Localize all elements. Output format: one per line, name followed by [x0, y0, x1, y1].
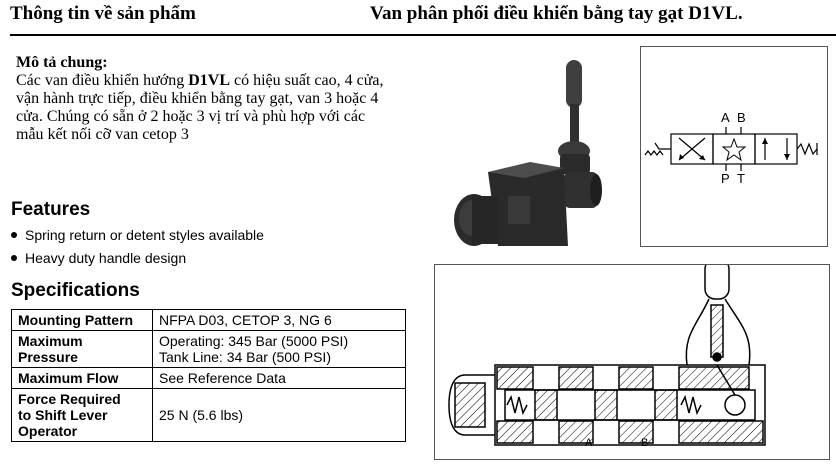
spec-key: Maximum Flow — [12, 368, 153, 389]
port-a-label: A — [721, 110, 730, 125]
spec-key: Mounting Pattern — [12, 310, 153, 331]
table-row — [12, 368, 406, 389]
port-p-label: P — [721, 171, 730, 186]
spec-value: NFPA D03, CETOP 3, NG 6 — [153, 310, 406, 331]
hydraulic-symbol-box — [640, 46, 828, 247]
description-title: Mô tả chung: — [16, 54, 108, 71]
specifications-table — [11, 309, 406, 442]
spec-value: See Reference Data — [153, 368, 406, 389]
table-row — [12, 389, 406, 442]
cross-section-box — [434, 264, 830, 460]
features-heading: Features — [11, 199, 91, 220]
description-model: D1VL — [188, 72, 230, 89]
specifications-heading: Specifications — [11, 280, 140, 301]
feature-item — [11, 223, 264, 246]
description-text-post: có hiệu suất cao, 4 cửa, vận hành trực tiếp, điều khiển bằng tay gạt, van 3 hoặc 4 cửa. Chúng có sẵn ở 2 hoặc 3 vị trí và phù hợp với các mẫu kết nối cỡ van cetop 3 — [16, 72, 384, 143]
valve-photo-illustration — [436, 46, 634, 248]
port-t-label: T — [737, 171, 745, 186]
spec-key: Maximum Pressure — [12, 331, 153, 368]
header-right-title: Van phân phối điều khiển bằng tay gạt D1VL. — [370, 3, 743, 24]
port-b-label: B — [737, 110, 746, 125]
table-row — [12, 331, 406, 368]
header-left-title: Thông tin về sản phẩm — [10, 3, 196, 24]
cross-section-drawing — [435, 265, 828, 458]
section-port-a-label: A — [585, 437, 593, 449]
feature-item — [11, 246, 264, 269]
table-row — [12, 310, 406, 331]
spec-key: Force Required to Shift Lever Operator — [12, 389, 153, 442]
hydraulic-symbol — [641, 47, 826, 245]
feature-text: Heavy duty handle design — [25, 249, 187, 266]
section-port-b-label: B — [641, 437, 649, 449]
description-text-pre: Các van điều khiển hướng — [16, 72, 189, 89]
bullet-icon — [11, 255, 17, 261]
description-text — [16, 72, 436, 144]
spec-value: Operating: 345 Bar (5000 PSI) Tank Line: 34 Bar (500 PSI) — [153, 331, 406, 368]
spec-value: 25 N (5.6 lbs) — [153, 389, 406, 442]
features-list — [11, 223, 264, 269]
product-photo — [436, 46, 634, 248]
feature-text: Spring return or detent styles available — [25, 226, 264, 243]
bullet-icon — [11, 232, 17, 238]
header-divider — [10, 34, 836, 36]
